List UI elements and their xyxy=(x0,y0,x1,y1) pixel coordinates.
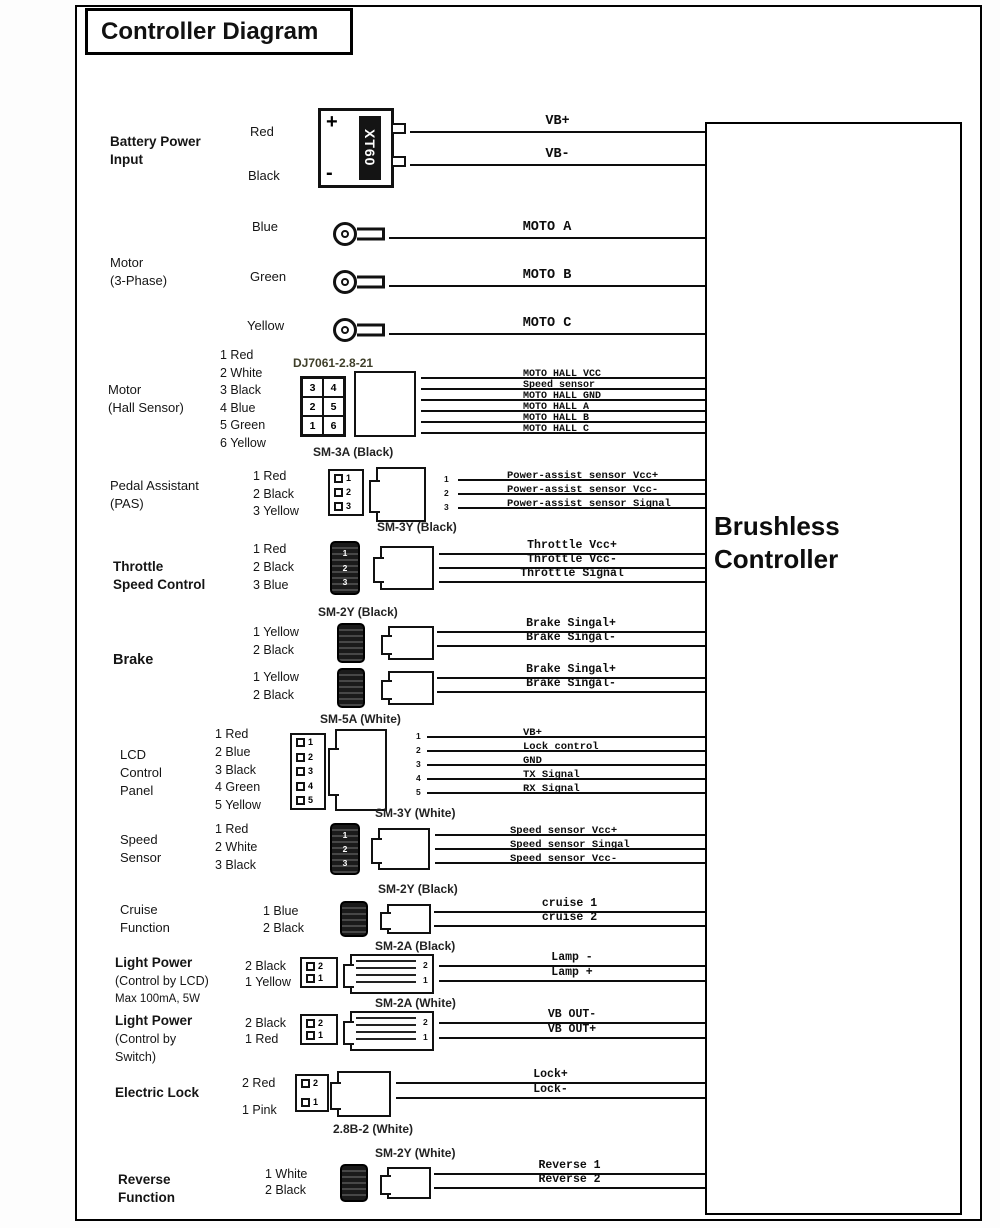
ring-hole xyxy=(341,326,349,334)
wire-label: 3 Black xyxy=(220,383,261,398)
signal-label: Speed sensor Vcc- xyxy=(510,853,618,865)
lcd-plug-connector xyxy=(335,729,387,811)
signal-label: MOTO HALL A xyxy=(523,402,590,413)
throttle-cable-connector xyxy=(330,541,360,595)
signal-lcd-gnd xyxy=(427,755,705,767)
pas-connector-caption: SM-3A (Black) xyxy=(313,445,394,459)
signal-label: Speed sensor Singal xyxy=(510,839,630,851)
wire-label: 2 Black xyxy=(265,1182,306,1197)
signal-hall-b xyxy=(421,413,705,424)
light-lcd-wire-list xyxy=(245,958,291,990)
wire-label: 2 Black xyxy=(253,486,294,501)
brake-section-label xyxy=(113,651,153,669)
pin-square xyxy=(301,1079,310,1088)
hall-plug-connector xyxy=(354,371,416,437)
pas-plug-connector xyxy=(376,467,426,522)
brake2-plug-connector xyxy=(388,671,434,705)
section-label-line: Light Power xyxy=(115,955,193,970)
hall-pin-grid xyxy=(300,376,346,437)
wire-label: 3 Blue xyxy=(253,578,289,592)
signal-hall-gnd xyxy=(421,391,705,402)
signal-label: GND xyxy=(523,755,542,767)
section-label-line: Motor xyxy=(108,382,142,397)
light-switch-cable-box xyxy=(350,1011,434,1051)
pin-cell: 2 xyxy=(302,397,323,416)
signal-pas-signal xyxy=(458,498,705,510)
reverse-connector-caption: SM-2Y (White) xyxy=(375,1146,456,1160)
motor3-green-wire-label: Green xyxy=(250,269,287,284)
signal-label: TX Signal xyxy=(523,769,580,781)
section-label-line: Sensor xyxy=(120,850,162,865)
ring-terminal-moto-a xyxy=(333,222,357,246)
section-label-line: (Hall Sensor) xyxy=(108,400,184,415)
page-title: Controller Diagram xyxy=(101,17,319,45)
signal-label: Throttle Vcc+ xyxy=(527,539,617,552)
signal-lamp-plus xyxy=(439,966,705,982)
pin-number: 3 xyxy=(308,766,314,776)
section-label-line: Battery Power xyxy=(110,134,201,149)
signal-label: Reverse 1 xyxy=(538,1159,601,1172)
signal-brake2-minus xyxy=(437,677,705,693)
section-label-line: Switch) xyxy=(115,1050,156,1064)
pin-number: 2 xyxy=(313,1078,319,1088)
wire-label: 4 Blue xyxy=(220,400,256,415)
reverse-plug-connector xyxy=(387,1167,431,1199)
section-label-line: (3-Phase) xyxy=(110,273,168,288)
pin-number: 2 xyxy=(318,961,324,971)
signal-hall-speed xyxy=(421,380,705,391)
wire-label: 2 Red xyxy=(242,1076,276,1090)
wire-label: 5 Yellow xyxy=(215,798,261,813)
section-label-line: Panel xyxy=(120,783,154,798)
wire-label: 3 Black xyxy=(215,762,256,777)
pin-number: 5 xyxy=(308,795,314,805)
pin-square xyxy=(306,962,315,971)
signal-hall-c xyxy=(421,424,705,435)
pin-row xyxy=(334,488,358,497)
section-label-line: (PAS) xyxy=(110,496,144,511)
controller-label-line1: Brushless xyxy=(714,511,840,541)
speed-section-label xyxy=(120,831,161,867)
signal-label: VB OUT- xyxy=(547,1008,597,1021)
pin-number: 2 xyxy=(346,487,352,497)
signal-lcd-vb-plus xyxy=(427,727,705,739)
section-label-line: Cruise xyxy=(120,902,158,917)
lcd-pin-housing xyxy=(290,733,326,810)
pin-square xyxy=(296,738,305,747)
wire-label: 1 Yellow xyxy=(253,625,299,639)
reverse-cable-connector xyxy=(340,1164,368,1202)
signal-label: Brake Singal+ xyxy=(526,663,616,676)
pin-number: 2 xyxy=(342,843,348,854)
signal-label: MOTO A xyxy=(522,220,572,235)
signal-label: Speed sensor Vcc+ xyxy=(510,825,618,837)
ring-terminal-moto-b xyxy=(333,270,357,294)
pin-square xyxy=(306,974,315,983)
wire-label: 2 Blue xyxy=(215,744,251,759)
pin-number: 1 xyxy=(346,473,352,483)
lcd-wire-list xyxy=(215,726,261,815)
pin-number: 3 xyxy=(346,501,352,511)
cruise-wire-list xyxy=(263,903,304,936)
section-label-line: Light Power xyxy=(115,1013,193,1028)
pin-square xyxy=(334,502,343,511)
signal-moto-a xyxy=(389,220,705,239)
wire-label: 2 Black xyxy=(253,643,294,657)
lock-section-label xyxy=(115,1084,199,1102)
signal-label: VB- xyxy=(545,147,570,162)
signal-label: VB+ xyxy=(523,727,542,739)
pin-row xyxy=(301,1098,323,1107)
section-label-line: Function xyxy=(120,920,170,935)
cable-wires xyxy=(356,960,416,988)
signal-label: VB OUT+ xyxy=(547,1023,597,1036)
ring-hole xyxy=(341,278,349,286)
throttle-wire-list xyxy=(253,540,294,594)
speed-plug-connector xyxy=(378,828,430,870)
wire-label: 1 Red xyxy=(245,1032,279,1046)
motor3-section-label xyxy=(110,254,167,290)
hall-wire-list xyxy=(220,347,266,453)
pin-cell: 4 xyxy=(323,378,344,397)
section-label-line: Input xyxy=(110,152,143,167)
pas-section-label xyxy=(110,477,199,513)
pin-number: 4 xyxy=(416,773,421,783)
motor3-blue-wire-label: Blue xyxy=(252,219,279,234)
pin-number: 2 xyxy=(444,488,449,498)
signal-lcd-lock-control xyxy=(427,741,705,753)
section-label-line: Motor xyxy=(110,255,144,270)
pin-square xyxy=(296,782,305,791)
light-lcd-pin-numbers xyxy=(423,958,428,988)
wire-label: 1 Red xyxy=(215,727,249,741)
pin-row xyxy=(296,796,320,805)
pin-number: 1 xyxy=(416,731,421,741)
signal-label: Throttle Signal xyxy=(520,567,624,580)
ring-tail xyxy=(357,276,385,289)
wire-label: 2 Black xyxy=(263,920,304,935)
pin-row xyxy=(334,474,358,483)
light-switch-section-label xyxy=(115,1012,192,1066)
pin-row xyxy=(296,738,320,747)
section-label-line: (Control by LCD) xyxy=(115,974,209,988)
section-label-line: (Control by xyxy=(115,1032,177,1046)
section-label-line: Pedal Assistant xyxy=(110,478,199,493)
xt60-pin-bottom xyxy=(391,156,406,167)
signal-label: Lock control xyxy=(523,741,599,753)
plus-symbol: + xyxy=(326,111,338,133)
brake2-cable-connector xyxy=(337,668,365,708)
signal-speed-signal xyxy=(435,839,705,851)
minus-symbol: - xyxy=(326,162,333,184)
signal-label: MOTO HALL B xyxy=(523,413,590,424)
signal-label: cruise 1 xyxy=(541,897,598,910)
pin-number: 2 xyxy=(423,1017,428,1027)
wire-label: 2 Black xyxy=(253,688,294,702)
wire-label: 2 White xyxy=(220,365,263,380)
wire-label: 1 Yellow xyxy=(253,670,299,684)
throttle-plug-connector xyxy=(380,546,434,590)
light-switch-wire-list xyxy=(245,1015,286,1047)
ring-tail xyxy=(357,324,385,337)
wire-label: 5 Green xyxy=(220,418,266,433)
section-label-line: Throttle xyxy=(113,559,164,574)
pin-row xyxy=(306,974,332,983)
pin-row xyxy=(296,767,320,776)
lcd-connector-caption: SM-5A (White) xyxy=(320,712,401,726)
pin-cell: 3 xyxy=(302,378,323,397)
motor3-yellow-wire-label: Yellow xyxy=(247,318,285,333)
wire-label: 4 Green xyxy=(215,780,261,795)
reverse-wire-list xyxy=(265,1167,307,1198)
signal-label: Brake Singal- xyxy=(526,677,616,690)
pin-number: 1 xyxy=(342,548,348,559)
cruise-cable-connector xyxy=(340,901,368,937)
signal-throttle-signal xyxy=(439,567,705,583)
brushless-controller-box xyxy=(705,122,962,1215)
signal-reverse-2 xyxy=(434,1173,705,1189)
section-label-line: Speed Control xyxy=(113,577,206,592)
xt60-pin-top xyxy=(391,123,406,134)
section-label-line: LCD xyxy=(120,747,147,762)
controller-label-line2: Controller xyxy=(714,544,839,574)
battery-section-label xyxy=(110,133,201,169)
pas-pin-housing xyxy=(328,469,364,516)
pin-row xyxy=(296,753,320,762)
speed-cable-connector xyxy=(330,823,360,875)
pin-square xyxy=(296,796,305,805)
signal-speed-vcc-plus xyxy=(435,825,705,837)
pin-square xyxy=(296,767,305,776)
pin-square xyxy=(306,1031,315,1040)
pin-cell: 5 xyxy=(323,397,344,416)
signal-label: MOTO C xyxy=(522,316,572,331)
signal-label: MOTO HALL GND xyxy=(523,391,602,402)
pas-wire-list xyxy=(253,468,299,521)
wire-label: 1 Yellow xyxy=(245,975,291,989)
signal-label: RX Signal xyxy=(523,783,580,795)
battery-red-wire-label: Red xyxy=(250,124,274,139)
lock-pin-housing xyxy=(295,1074,329,1112)
pin-square xyxy=(296,753,305,762)
signal-cruise-2 xyxy=(434,911,705,927)
speed-wire-list xyxy=(215,820,257,874)
cruise-connector-caption: SM-2Y (Black) xyxy=(378,882,458,896)
pin-cell: 6 xyxy=(323,416,344,435)
wire-label: 3 Black xyxy=(215,858,256,872)
signal-label: Lamp - xyxy=(551,951,593,964)
pas-pin-numbers xyxy=(444,472,449,514)
reverse-section-label xyxy=(118,1171,175,1207)
pin-number: 3 xyxy=(342,577,348,588)
pin-number: 1 xyxy=(318,973,324,983)
brake2-wire-list xyxy=(253,668,299,704)
pin-number: 1 xyxy=(313,1097,319,1107)
signal-label: MOTO B xyxy=(522,268,572,283)
light-lcd-pin-housing xyxy=(300,957,338,988)
pin-number: 1 xyxy=(423,1032,428,1042)
signal-label: MOTO HALL C xyxy=(523,424,590,435)
wire-label: 1 Red xyxy=(253,542,287,556)
signal-lock-minus xyxy=(396,1083,705,1099)
signal-pas-vcc-minus xyxy=(458,484,705,496)
signal-speed-vcc-minus xyxy=(435,853,705,865)
pin-square xyxy=(334,488,343,497)
speed-connector-caption: SM-3Y (White) xyxy=(375,806,456,820)
lock-plug-connector xyxy=(337,1071,391,1117)
signal-label: VB+ xyxy=(545,114,570,129)
pin-number: 3 xyxy=(416,759,421,769)
pin-square xyxy=(306,1019,315,1028)
controller-label xyxy=(714,510,840,576)
wire-label: 6 Yellow xyxy=(220,435,266,450)
signal-label: Speed sensor xyxy=(523,380,596,391)
signal-vb-out-plus xyxy=(439,1023,705,1039)
light-switch-pin-numbers xyxy=(423,1015,428,1045)
signal-label: Brake Singal+ xyxy=(526,617,616,630)
wire-label: 2 White xyxy=(215,840,258,854)
signal-moto-c xyxy=(389,316,705,335)
lcd-pin-numbers xyxy=(416,729,421,799)
wire-label: 3 Yellow xyxy=(253,504,299,518)
pin-number: 2 xyxy=(423,960,428,970)
signal-hall-a xyxy=(421,402,705,413)
signal-label: Lock- xyxy=(533,1083,568,1096)
light-lcd-cable-box xyxy=(350,954,434,994)
cruise-section-label xyxy=(120,901,170,937)
signal-pas-vcc-plus xyxy=(458,470,705,482)
pin-row xyxy=(306,962,332,971)
brake1-wire-list xyxy=(253,623,299,659)
wire-label: 1 Red xyxy=(220,348,254,362)
pin-cell: 1 xyxy=(302,416,323,435)
section-label-line: Reverse xyxy=(118,1172,171,1187)
title-box xyxy=(85,8,353,55)
signal-label: MOTO HALL VCC xyxy=(523,369,602,380)
signal-label: cruise 2 xyxy=(541,911,598,924)
pin-number: 1 xyxy=(318,1030,324,1040)
throttle-connector-caption: SM-3Y (Black) xyxy=(377,520,457,534)
section-label-line: Brake xyxy=(113,652,154,668)
pin-row xyxy=(334,502,358,511)
signal-lcd-tx xyxy=(427,769,705,781)
pin-row xyxy=(306,1019,332,1028)
light-switch-pin-housing xyxy=(300,1014,338,1045)
light-lcd-connector-caption: SM-2A (Black) xyxy=(375,939,456,953)
throttle-section-label xyxy=(113,558,205,594)
pin-number: 3 xyxy=(444,502,449,512)
section-label-line: Function xyxy=(118,1190,175,1205)
pin-square xyxy=(301,1098,310,1107)
brake-connector-caption: SM-2Y (Black) xyxy=(318,605,398,619)
ring-hole xyxy=(341,230,349,238)
hall-section-label xyxy=(108,381,184,417)
lock-wire-list xyxy=(242,1070,277,1124)
pin-row xyxy=(296,782,320,791)
signal-brake1-minus xyxy=(437,631,705,647)
pin-number: 2 xyxy=(416,745,421,755)
brake1-plug-connector xyxy=(388,626,434,660)
pin-row xyxy=(306,1031,332,1040)
wire-label: 1 Red xyxy=(253,469,287,483)
signal-label: Power-assist sensor Signal xyxy=(507,498,671,510)
light-switch-connector-caption: SM-2A (White) xyxy=(375,996,456,1010)
hall-connector-caption: DJ7061-2.8-21 xyxy=(293,356,374,370)
wire-label: 2 Black xyxy=(245,1016,286,1030)
signal-label: Reverse 2 xyxy=(538,1173,601,1186)
signal-lcd-rx xyxy=(427,783,705,795)
cruise-plug-connector xyxy=(387,904,431,934)
signal-label: Throttle Vcc- xyxy=(527,553,617,566)
pin-number: 1 xyxy=(308,737,314,747)
section-label-line: Control xyxy=(120,765,162,780)
pin-number: 2 xyxy=(318,1018,324,1028)
signal-label: Power-assist sensor Vcc+ xyxy=(507,470,659,482)
signal-label: Power-assist sensor Vcc- xyxy=(507,484,659,496)
light-lcd-section-label xyxy=(115,954,209,1008)
wire-label: 2 Black xyxy=(245,959,286,973)
signal-moto-b xyxy=(389,268,705,287)
signal-label: Lock+ xyxy=(533,1068,568,1081)
signal-hall-vcc xyxy=(421,369,705,380)
wire-label: 2 Black xyxy=(253,560,294,574)
wire-label: 1 White xyxy=(265,1167,308,1181)
lcd-section-label xyxy=(120,746,162,800)
lock-connector-caption: 2.8B-2 (White) xyxy=(333,1122,414,1136)
xt60-connector xyxy=(318,108,394,188)
cable-wires xyxy=(356,1017,416,1045)
section-label-line: Max 100mA, 5W xyxy=(115,993,200,1005)
pin-number: 5 xyxy=(416,787,421,797)
signal-vb-plus xyxy=(410,114,705,133)
signal-label: Lamp + xyxy=(551,966,593,979)
pin-square xyxy=(334,474,343,483)
brake1-cable-connector xyxy=(337,623,365,663)
pin-number: 3 xyxy=(342,857,348,868)
pin-number: 1 xyxy=(423,975,428,985)
pin-row xyxy=(301,1079,323,1088)
section-label-line: Speed xyxy=(120,832,158,847)
wire-label: 1 Blue xyxy=(263,904,299,918)
pin-number: 2 xyxy=(308,751,314,762)
xt60-connector-label: XT60 xyxy=(359,116,381,180)
pin-number: 1 xyxy=(342,829,348,840)
ring-tail xyxy=(357,228,385,241)
signal-vb-minus xyxy=(410,147,705,166)
section-label-line: Electric Lock xyxy=(115,1085,200,1100)
wire-label: 1 Red xyxy=(215,822,249,836)
signal-label: Brake Singal- xyxy=(526,631,616,644)
pin-number: 2 xyxy=(342,562,348,573)
wire-label: 1 Pink xyxy=(242,1103,277,1117)
pin-number: 1 xyxy=(444,474,449,484)
battery-black-wire-label: Black xyxy=(248,168,280,183)
ring-terminal-moto-c xyxy=(333,318,357,342)
pin-number: 4 xyxy=(308,780,314,791)
